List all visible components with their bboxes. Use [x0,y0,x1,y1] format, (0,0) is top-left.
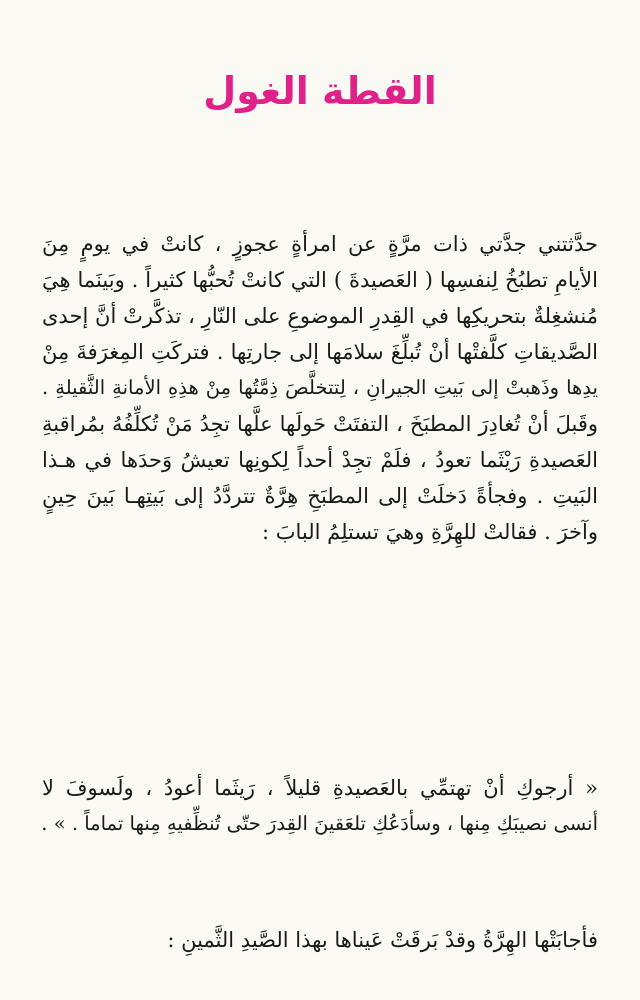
paragraph-2 [42,770,598,842]
text-line: فأجابَتْها الهِرَّةُ وقدْ بَرقَتْ عَيناها بهذا الصَّيدِ الثَّمينِ : [167,928,598,952]
paragraph-1 [42,226,598,550]
text-line: مُنشغِلةٌ بتحريكِها في القِدرِ الموضوعِ على النّارِ ، تذكَّرتْ أنَّ إحدى [42,304,598,328]
text-line: العَصيدةِ رَيْثَما تعودُ ، فلَمْ تجِدْ أحداً لِكونِها تعيشُ وَحدَها في هـذا [42,448,598,472]
text-line: أنسى نصيبَكِ مِنها ، وسأدَعُكِ تلعَقينَ القِدرَ حتّى تُنظِّفيهِ مِنها تماماً . » . [41,812,598,835]
text-line: يدِها وذَهبتْ إلى بَيتِ الجيرانِ ، لِتتخلَّصَ ذِمَّتُها مِنْ هذِهِ الأمانةِ الثَّقيلةِ . [42,376,598,399]
text-line: وقَبلَ أنْ تُغادِرَ المطبَخَ ، التفتَتْ حَولَها علَّها تجِدُ مَنْ تُكلِّفُهُ بمُراقبةِ [42,412,598,436]
text-line: حدَّثتني جدَّتي ذات مرَّةٍ عن امرأةٍ عجوزٍ ، كانتْ في يومٍ مِنَ [42,232,598,256]
text-line: الأيامِ تطبُخُ لِنفسِها ( العَصيدةَ ) التي كانتْ تُحبُّها كثيراً . وبَينَما هِيَ [42,268,598,292]
story-title: القطة الغول [203,69,437,113]
text-line: « أرجوكِ أنْ تهتمِّي بالعَصيدةِ قليلاً ، رَيثَما أعودُ ، ولَسوفَ لا [42,776,598,800]
text-line: الصَّديقاتِ كلَّفتْها أنْ تُبلِّغَ سلامَها إلى جارتِها . فتركَتِ المِغرَفةَ مِنْ [42,340,598,364]
text-line: وآخرَ . فقالتْ للهِرَّةِ وهيَ تستلِمُ البابَ : [261,520,598,544]
paragraph-3 [42,922,598,958]
text-line: البَيتِ . وفجأةً دَخلَتْ إلى المطبَخِ هِرَّةٌ تتردَّدُ إلى بَيتِهـا بَينَ حِينٍ [42,484,598,508]
